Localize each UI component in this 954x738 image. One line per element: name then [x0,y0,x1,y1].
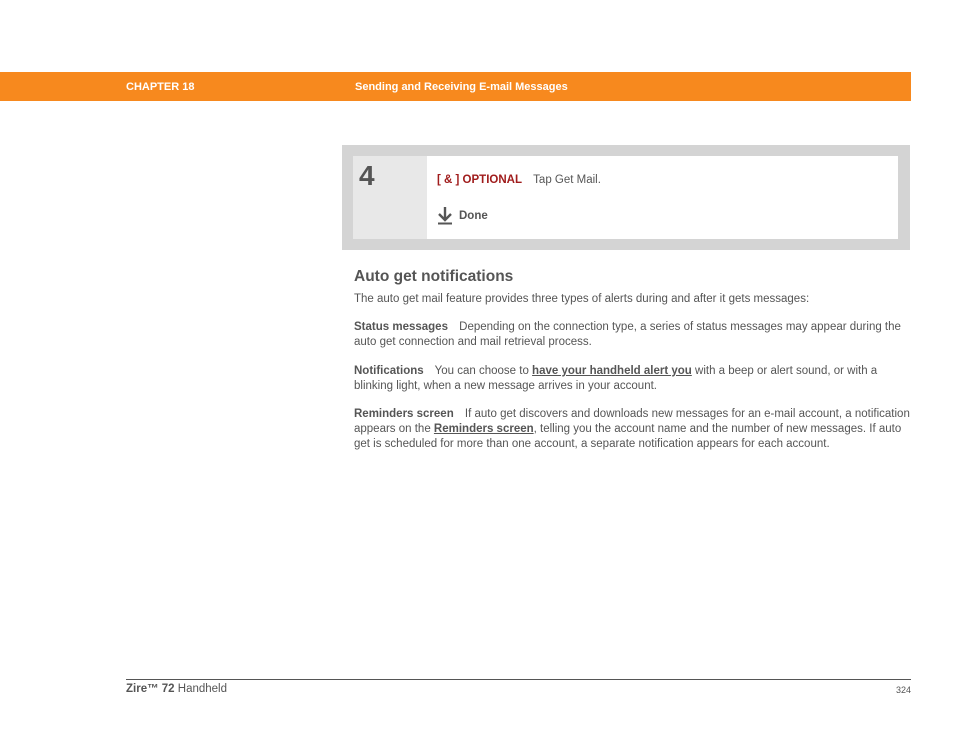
reminders-screen-link[interactable]: Reminders screen [433,422,534,435]
down-arrow-icon [437,206,453,225]
page-number: 324 [895,685,911,695]
section-intro: The auto get mail feature provides three types of alerts during and after it gets messages: [354,293,810,305]
step-box [342,145,910,250]
alert-settings-link[interactable]: have your handheld alert you [532,365,692,377]
done-label: Done [459,209,488,222]
optional-tag: [ & ] OPTIONAL [437,174,522,186]
chapter-header-bar [0,72,911,101]
reminders-text-before: If auto get discovers and downloads new messages for an e-mail account, a notification appears on the [354,408,910,435]
term-notifications: Notifications [354,365,424,377]
footer-product-name [126,683,227,695]
status-messages-text: Depending on the connection type, a series of status messages may appear during the auto get connection and mail retrieval process. [354,321,901,348]
section-title: Auto get notifications [354,268,514,285]
term-status-messages: Status messages [354,321,448,333]
chapter-label: CHAPTER 18 [126,81,195,93]
step-number-cell [353,156,427,239]
step-number: 4 [359,160,375,191]
step-content [427,156,898,239]
reminders-paragraph [354,407,910,451]
notifications-text-before: You can choose to [434,365,533,377]
chapter-title: Sending and Receiving E-mail Messages [355,81,568,93]
notifications-paragraph [354,364,910,394]
product-model: Zire™ 72 [126,683,175,695]
notifications-text-after: with a beep or alert sound, or with a blinking light, when a new message arrives in your account. [354,365,878,392]
footer-divider [126,679,911,680]
product-suffix: Handheld [174,683,228,695]
step-text: Tap Get Mail. [533,174,601,186]
reminders-text-after: , telling you the account name and the number of new messages. If auto get is scheduled for more than one account, a separate notification appears for each account. [354,422,902,450]
done-indicator [437,206,488,225]
step-instruction [437,174,601,186]
term-reminders-screen: Reminders screen [354,408,454,420]
status-messages-paragraph [354,320,910,350]
